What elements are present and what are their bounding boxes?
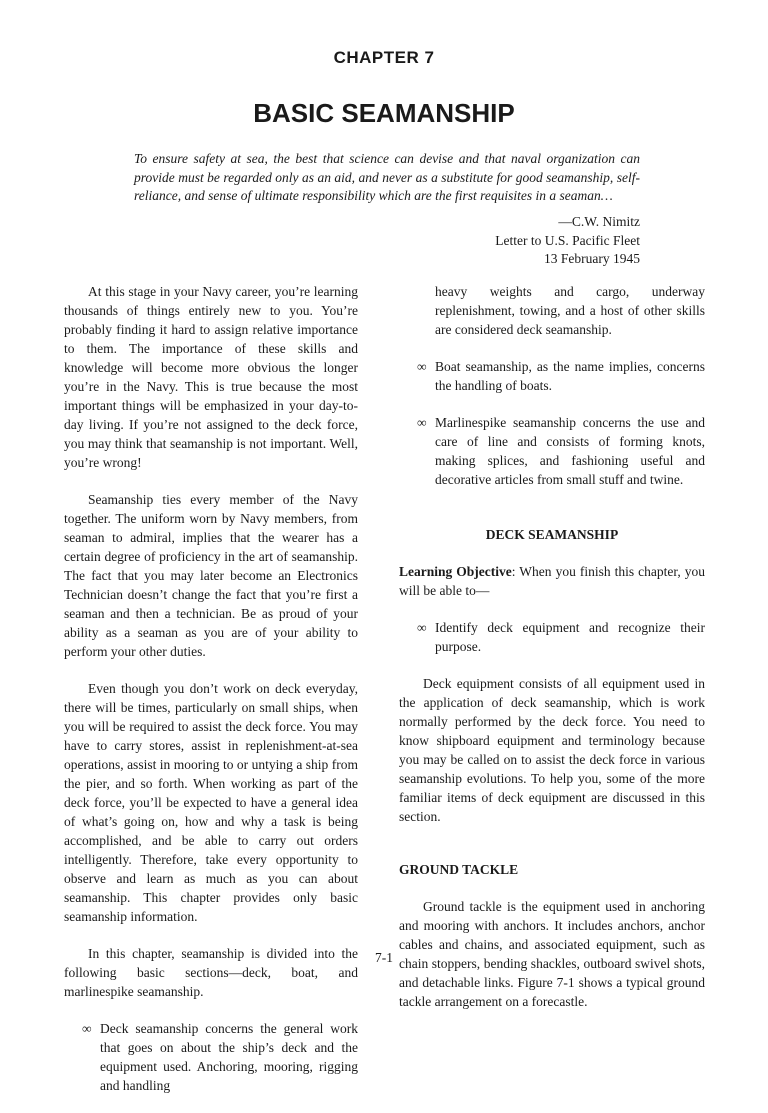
- epigraph-attribution: [495, 213, 640, 269]
- bullet-item: [399, 618, 705, 656]
- left-column: [64, 282, 358, 1113]
- bullet-text: Boat seamanship, as the name implies, concerns the handling of boats.: [435, 359, 705, 393]
- paragraph: In this chapter, seamanship is divided into the following basic sections—deck, boat, and marlinespike seamanship.: [64, 946, 358, 999]
- bullet-text: Deck seamanship concerns the general work that goes on about the ship’s deck and the equipment used. Anchoring, mooring, rigging and handling: [100, 1021, 358, 1093]
- paragraph: Ground tackle is the equipment used in anchoring and mooring with anchors. It includes anchors, anchor cables and chains, and associated equipment, such as chain stoppers, bending shackles, outboard swivel shots, and detachable links. Figure 7-1 shows a typical ground tackle arrangement on a forecastle.: [399, 899, 705, 1009]
- bullet-item: [399, 413, 705, 489]
- bullet-mark: ∞: [417, 359, 427, 374]
- learning-objective-text: : When you finish this chapter, you will be able to—: [399, 564, 705, 598]
- section-heading: DECK SEAMANSHIP: [485, 527, 619, 542]
- page-number: 7-1: [375, 950, 393, 965]
- subsection-heading: GROUND TACKLE: [399, 862, 519, 877]
- bullet-text: Marlinespike seamanship concerns the use and care of line and consists of forming knots, making splices, and fashioning useful and decorative articles from small stuff and twine.: [435, 415, 705, 487]
- bullet-mark: ∞: [82, 1021, 92, 1036]
- bullet-text: Identify deck equipment and recognize their purpose.: [435, 620, 705, 654]
- bullet-item: [399, 357, 705, 395]
- epigraph-source: Letter to U.S. Pacific Fleet: [495, 232, 640, 248]
- epigraph-author: —C.W. Nimitz: [558, 214, 640, 229]
- bullet-mark: ∞: [417, 415, 427, 430]
- epigraph-quote: To ensure safety at sea, the best that science can devise and that naval organization can provide must be regarded only as an aid, and never as a substitute for good seamanship, self-reliance, and sense of ultimate responsibility which are the first requisites in a seaman…: [134, 151, 640, 203]
- paragraph: Even though you don’t work on deck everyday, there will be times, particularly on small ships, when you will be required to assist the deck force. You may have to carry stores, assist in replenishment-at-sea operations, assist in mooring to or untying a ship from the pier, and so forth. When working as part of the deck force, you’ll be expected to have a general idea of what’s going on, how and why a task is being accomplished, and be able to carry out orders intelligently. Therefore, take every opportunity to observe and learn as much as you can about seamanship. This chapter provides only basic seamanship information.: [64, 681, 358, 924]
- paragraph: Deck equipment consists of all equipment used in the application of deck seamanship, which is work normally performed by the deck force. You need to know shipboard equipment and terminology because you may be called on to assist the deck force in various seamanship evolutions. To help you, some of the more familiar items of deck equipment are discussed in this section.: [399, 676, 705, 824]
- bullet-item: [64, 1019, 358, 1095]
- right-column: [399, 282, 705, 1029]
- bullet-mark: ∞: [417, 620, 427, 635]
- epigraph-date: 13 February 1945: [544, 251, 640, 266]
- chapter-title: BASIC SEAMANSHIP: [253, 98, 515, 128]
- learning-objective-label: Learning Objective: [399, 564, 512, 579]
- paragraph: At this stage in your Navy career, you’re learning thousands of things entirely new to you. You’re probably finding it hard to assign relative importance to them. The importance of these skills and knowledge will become more obvious the longer you’re in the Navy. This is true because the most important things will be emphasized in your day-to-day living. If you’re not assigned to the deck force, you may think that seamanship is not important. Well, you’re wrong!: [64, 284, 358, 470]
- learning-objective: [399, 562, 705, 600]
- paragraph: Seamanship ties every member of the Navy together. The uniform worn by Navy members, from seaman to admiral, implies that the wearer has a certain degree of proficiency in the art of seamanship. The fact that you may later become an Electronics Technician doesn’t change the fact that you’re first a seaman and then a technician. Be as proud of your ability as a seaman as you are of your ability to perform your other duties.: [64, 492, 358, 659]
- chapter-label: CHAPTER 7: [333, 48, 435, 67]
- bullet-continuation: heavy weights and cargo, underway replenishment, towing, and a host of other skills are considered deck seamanship.: [435, 284, 705, 337]
